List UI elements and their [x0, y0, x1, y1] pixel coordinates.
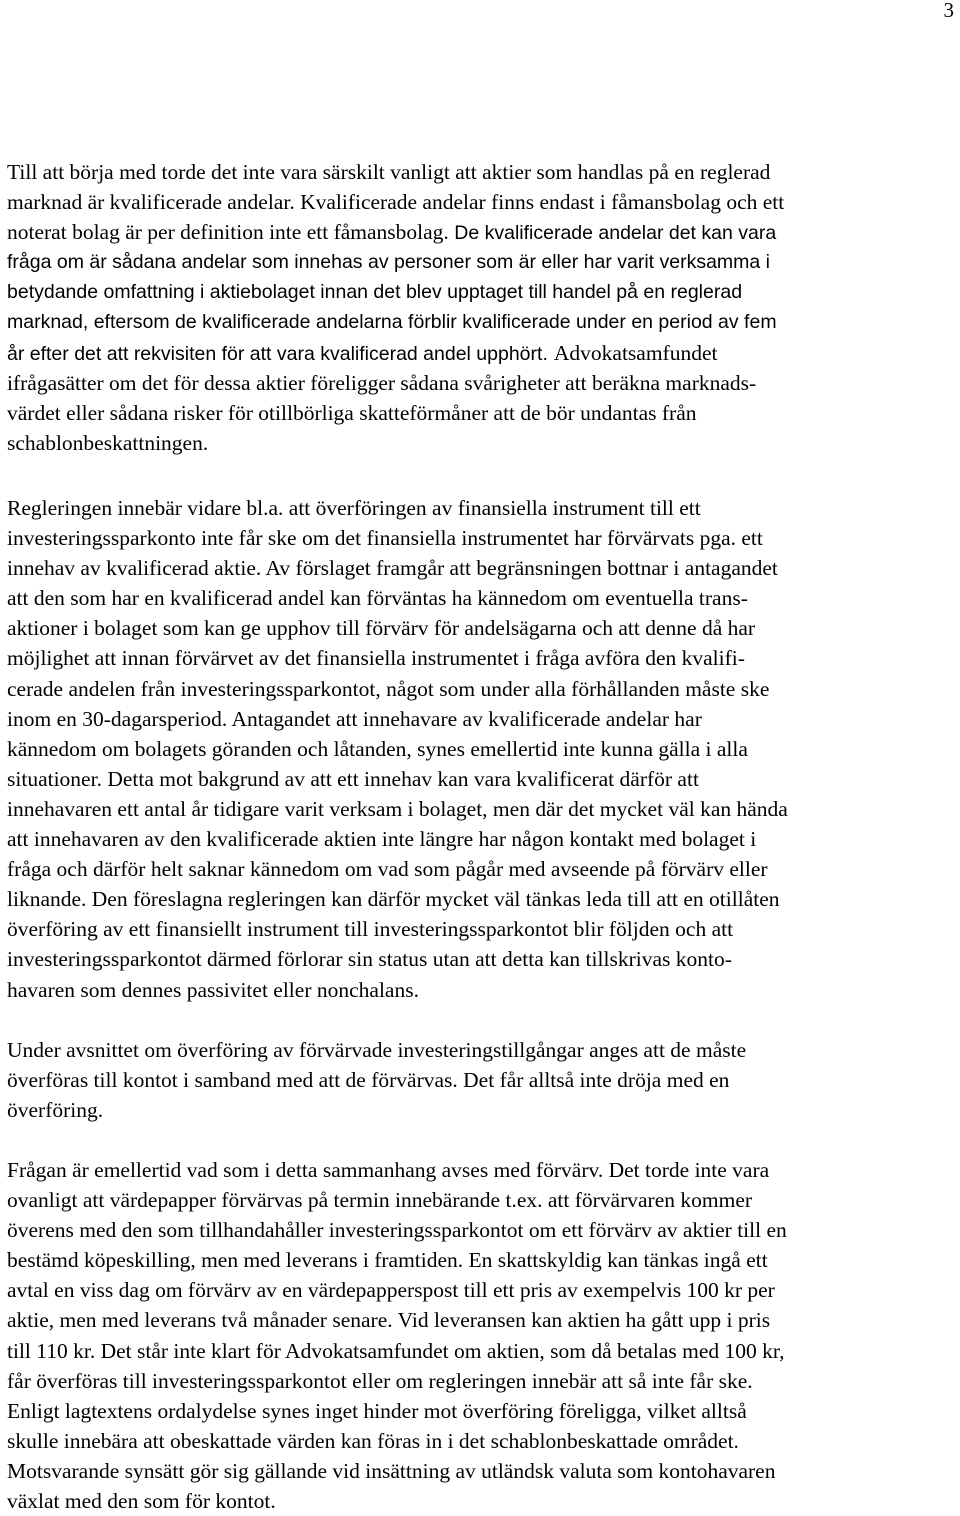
text-line: bestämd köpeskilling, men med leverans i framtiden. En skattskyldig kan tänkas ingå ett: [7, 1248, 768, 1273]
page-number: 3: [943, 0, 954, 22]
text-line: får överföras till investeringssparkontot eller om regleringen innebär att så inte får ske.: [7, 1368, 753, 1393]
text-line: skulle innebära att obeskattade värden kan föras in i det schablonbeskattade området.: [7, 1428, 739, 1453]
text-line: till 110 kr. Det står inte klart för Advokatsamfundet om aktien, som då betalas med 100 kr,: [7, 1338, 785, 1363]
text-line: överföring av ett finansiellt instrument till investeringssparkontot blir följden och att: [7, 917, 734, 942]
text-line: Enligt lagtextens ordalydelse synes inget hinder mot överföring föreligga, vilket alltså: [7, 1398, 747, 1423]
text-line: marknad, eftersom de kvalificerade andelarna förblir kvalificerade under en period av fem: [7, 311, 777, 334]
text-line: ovanligt att värdepapper förvärvas på termin innebärande t.ex. att förvärvaren kommer: [7, 1188, 753, 1213]
text-line: Till att börja med torde det inte vara särskilt vanligt att aktier som handlas på en reglerad: [7, 160, 771, 184]
text-line: betydande omfattning i aktiebolaget innan det blev upptaget till handel på en reglerad: [7, 281, 743, 304]
text-line: ifrågasätter om det för dessa aktier föreligger sådana svårigheter att beräkna marknads-: [7, 370, 757, 395]
text-line: avtal en viss dag om förvärv av en värdepapperspost till ett pris av exempelvis 100 kr per: [7, 1278, 775, 1303]
text-line: att den som har en kvalificerad andel kan förväntas ha kännedom om eventuella trans-: [7, 586, 748, 611]
paragraph-4: [7, 1155, 957, 1516]
text-line: överföring.: [7, 1098, 104, 1123]
text-line: [7, 338, 957, 368]
text-line: situationer. Detta mot bakgrund av att ett innehav kan vara kvalificerat därför att: [7, 766, 699, 791]
text-line: inom en 30-dagarsperiod. Antagandet att innehavare av kvalificerade andelar har: [7, 706, 702, 731]
paragraph-3: [7, 1035, 957, 1125]
text-line: schablonbeskattningen.: [7, 430, 209, 455]
text-line: Under avsnittet om överföring av förvärvade investeringstillgångar anges att de måste: [7, 1038, 747, 1062]
text-segment: De kvalificerade andelar det kan vara: [454, 222, 777, 245]
text-line: kännedom om bolagets göranden och låtanden, synes emellertid inte kunna gälla i alla: [7, 736, 748, 761]
paragraph-2: [7, 493, 957, 1005]
text-line: aktioner i bolaget som kan ge upphov till förvärv för andelsägarna och att denne då har: [7, 616, 756, 641]
text-segment: Advokatsamfundet: [553, 340, 718, 365]
text-line: värdet eller sådana risker för otillbörliga skatteförmåner att de bör undantas från: [7, 400, 697, 425]
text-line: aktie, men med leverans två månader senare. Vid leveransen kan aktien ha gått upp i pris: [7, 1308, 771, 1333]
text-line: havaren som dennes passivitet eller nonchalans.: [7, 977, 419, 1002]
text-line: överföras till kontot i samband med att de förvärvas. Det får alltså inte dröja med en: [7, 1068, 730, 1093]
text-line: marknad är kvalificerade andelar. Kvalificerade andelar finns endast i fåmansbolag och ett: [7, 190, 785, 215]
text-line: innehavaren ett antal år tidigare varit verksam i bolaget, men där det mycket väl kan hända: [7, 796, 788, 821]
text-line: växlat med den som för kontot.: [7, 1489, 276, 1514]
text-line: liknande. Den föreslagna regleringen kan därför mycket väl tänkas leda till att en otillåten: [7, 887, 780, 912]
text-line: cerade andelen från investeringssparkontot, något som under alla förhållanden måste ske: [7, 676, 770, 701]
text-segment: år efter det att rekvisiten för att vara kvalificerad andel upphört.: [7, 342, 548, 365]
text-line: [7, 217, 957, 247]
text-line: Regleringen innebär vidare bl.a. att överföringen av finansiella instrument till ett: [7, 496, 701, 520]
text-line: fråga och därför helt saknar kännedom om vad som pågår med avseende på förvärv eller: [7, 857, 768, 882]
text-line: investeringssparkonto inte får ske om det finansiella instrumentet har förvärvats pga. ett: [7, 526, 763, 551]
text-line: överens med den som tillhandahåller investeringssparkontot om ett förvärv av aktier till en: [7, 1218, 787, 1243]
paragraph-1: [7, 157, 957, 458]
text-line: Motsvarande synsätt gör sig gällande vid insättning av utländsk valuta som kontohavaren: [7, 1458, 776, 1483]
text-line: möjlighet att innan förvärvet av det finansiella instrumentet i fråga avföra den kvalifi-: [7, 646, 745, 671]
text-line: innehav av kvalificerad aktie. Av förslaget framgår att begränsningen bottnar i antagandet: [7, 556, 778, 581]
text-line: fråga om är sådana andelar som innehas av personer som är eller har varit verksamma i: [7, 251, 771, 274]
text-segment: noterat bolag är per definition inte ett fåmansbolag.: [7, 220, 449, 245]
text-line: Frågan är emellertid vad som i detta sammanhang avses med förvärv. Det torde inte vara: [7, 1158, 770, 1182]
text-line: att innehavaren av den kvalificerade aktien inte längre har någon kontakt med bolaget i: [7, 827, 757, 852]
text-line: investeringssparkontot därmed förlorar sin status utan att detta kan tillskrivas konto-: [7, 947, 732, 972]
